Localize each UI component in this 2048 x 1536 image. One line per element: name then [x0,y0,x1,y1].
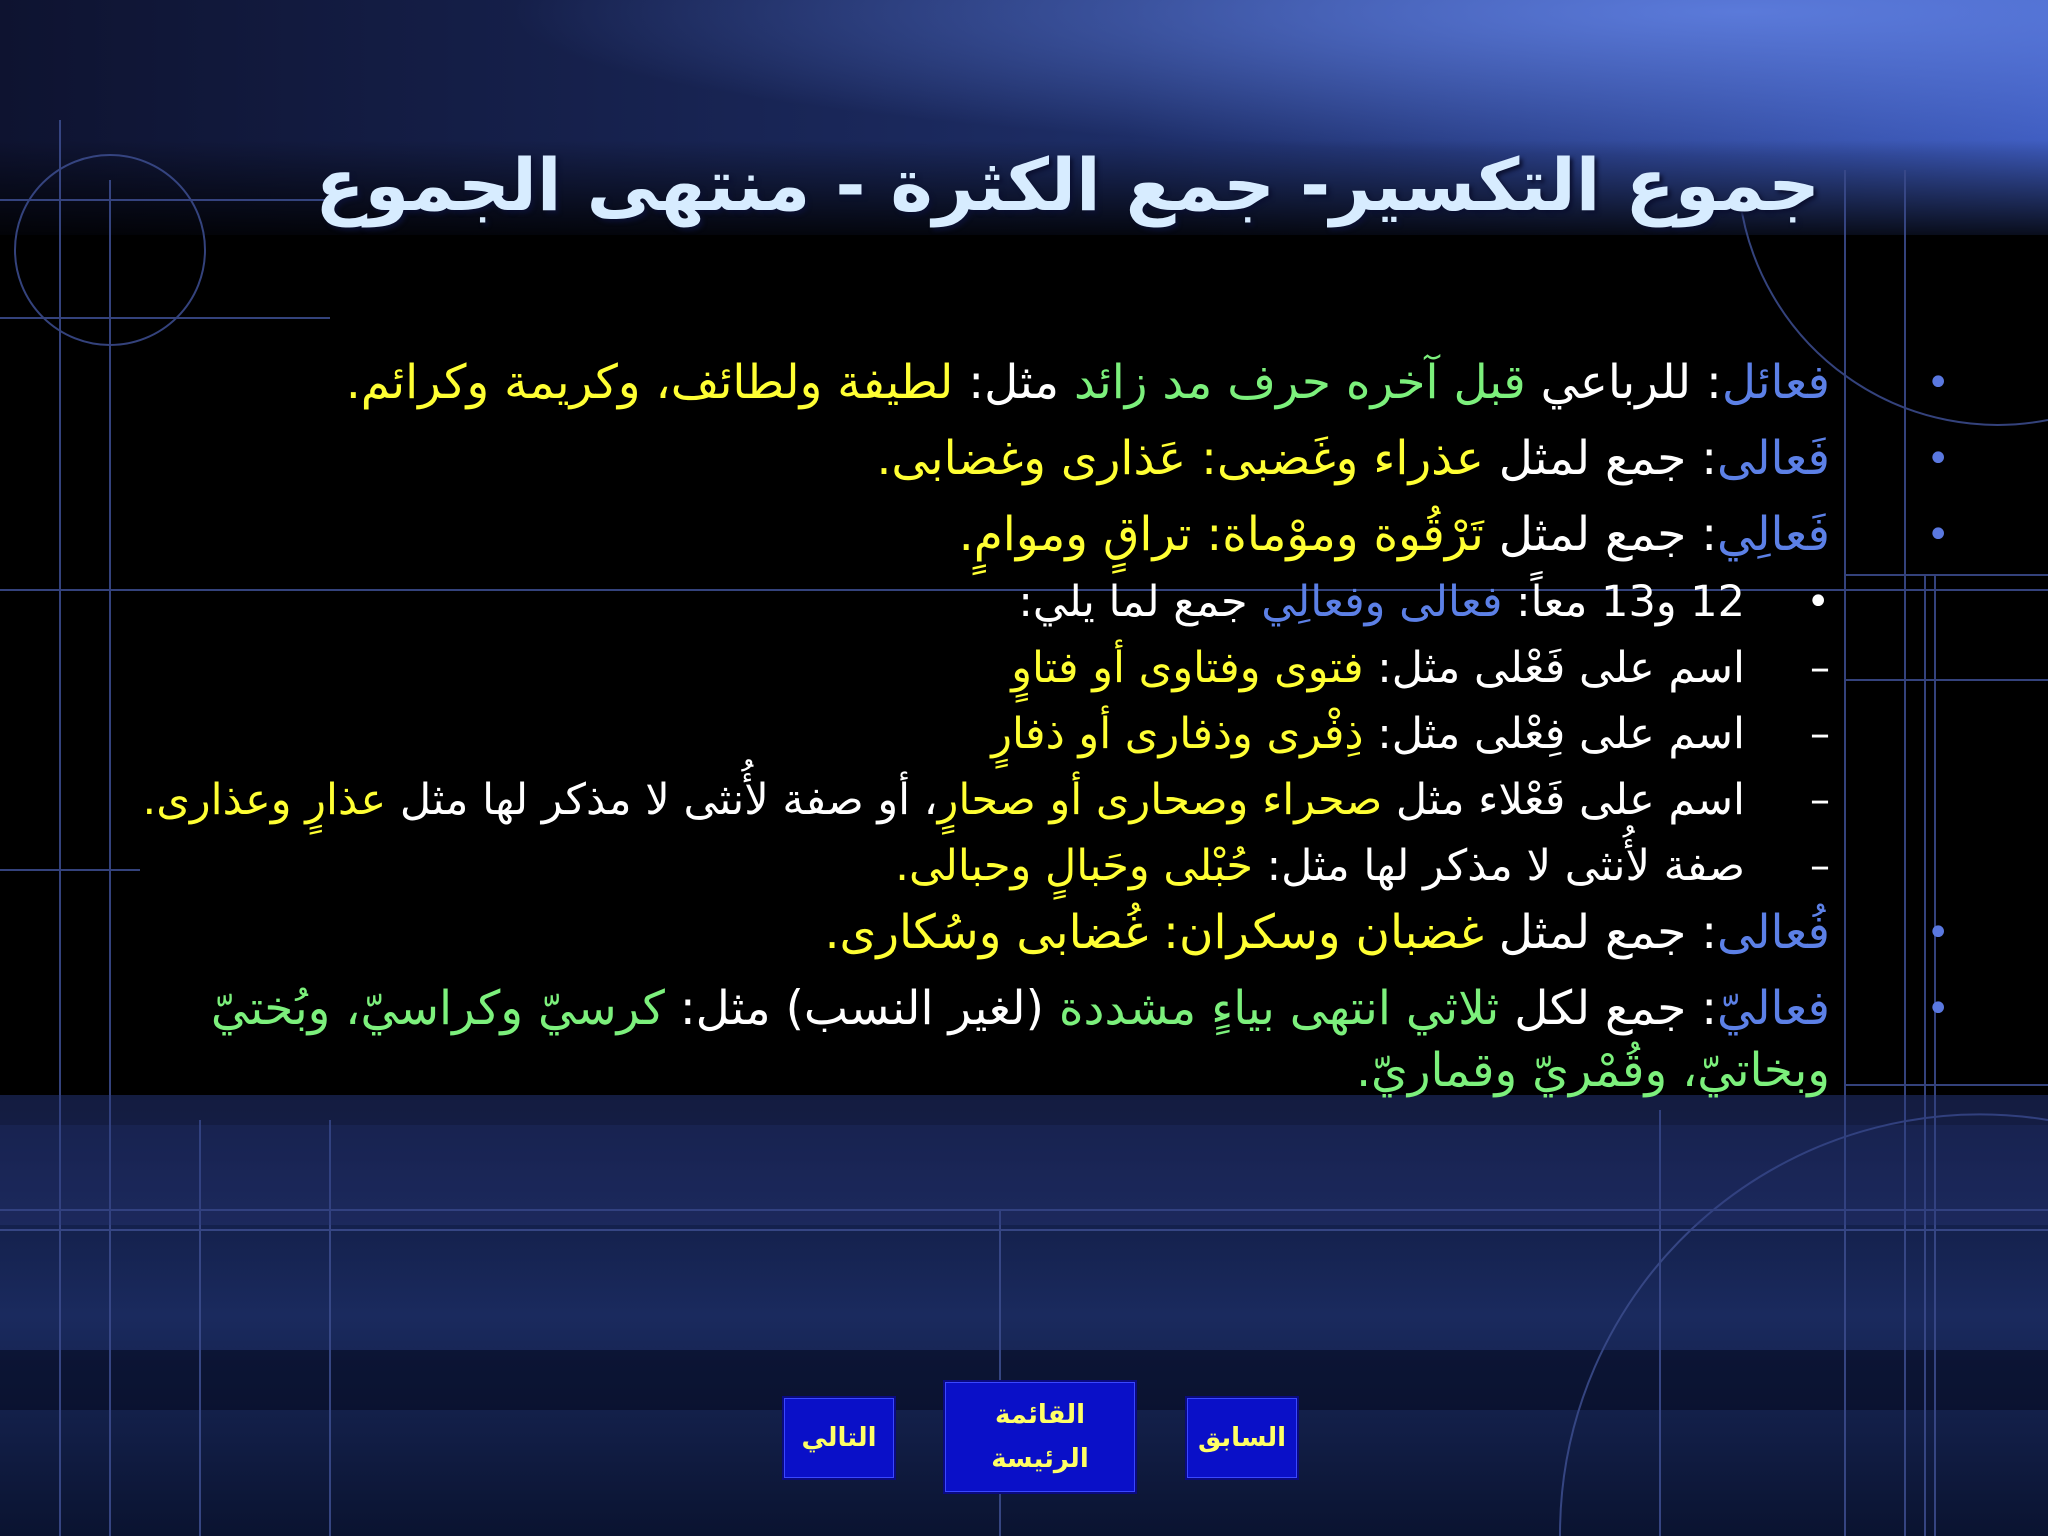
item-text: (لغير النسب) مثل: [664,981,1059,1036]
item-text: اسم على فَعْلاء مثل [1382,775,1745,825]
bullet-icon: • [1806,579,1830,625]
dash-icon: – [1810,843,1830,889]
item-text: : للرباعي [1525,355,1722,410]
example-text: كرسيّ وكراسيّ، وبُختيّ وبخاتيّ، وقُمْريّ وقماريّ. [210,981,1830,1098]
term-label: فَعالى [1717,431,1830,486]
term-label: فَعالِي [1717,507,1830,562]
term-label: فعاليّ [1717,981,1830,1036]
main-menu-label-line2: الرئيسة [991,1444,1089,1474]
example-text: تَرْقُوة وموْماة: تراقٍ وموامٍ. [958,507,1484,562]
list-item [130,572,1830,632]
term-label: فُعالى [1717,905,1830,960]
previous-button-label: السابق [1197,1423,1287,1453]
sub-list-item [130,638,1830,698]
item-text: : جمع لمثل [1483,507,1718,562]
bullet-icon: • [1926,986,1950,1032]
example-text: صحراء وصحارى أو صحارٍ [937,775,1383,825]
sub-list-item [130,836,1830,896]
item-text: جمع لما يلي: [1018,577,1262,627]
item-text: قبل آخره حرف مد زائد [1073,355,1526,410]
list-item [130,504,1950,566]
example-text: عذراء وغَضبى: عَذارى وغضابى. [876,431,1484,486]
example-text: عذارٍ وعذارى. [142,775,387,825]
item-text: مثل: [953,355,1074,410]
bullet-icon: • [1926,360,1950,406]
next-button-label: التالي [801,1423,877,1453]
previous-button[interactable] [1185,1396,1299,1480]
list-item [130,978,1950,1102]
item-text: اسم على فِعْلى مثل: [1363,709,1745,759]
main-menu-button[interactable] [943,1380,1137,1494]
example-text: لطيفة ولطائف، وكريمة وكرائم. [345,355,954,410]
item-text: ثلاثي انتهى بياءٍ مشددة [1058,981,1500,1036]
sub-list-item [130,770,1830,830]
list-item [130,428,1950,490]
list-item [130,902,1950,964]
dash-icon: – [1810,777,1830,823]
main-menu-label-line1: القائمة [994,1400,1086,1430]
sub-list-item [130,704,1830,764]
item-text: ، أو صفة لأُنثى لا مذكر لها مثل [386,775,938,825]
next-button[interactable] [782,1396,896,1480]
dash-icon: – [1810,711,1830,757]
bullet-icon: • [1926,512,1950,558]
bullet-icon: • [1926,910,1950,956]
item-text: : جمع لمثل [1483,431,1718,486]
list-item [130,352,1950,414]
item-text: صفة لأُنثى لا مذكر لها مثل: [1252,841,1745,891]
term-label: فعائل [1721,355,1830,410]
dash-icon: – [1810,645,1830,691]
term-label: فعالى وفعالِي [1261,577,1503,627]
item-text: اسم على فَعْلى مثل: [1363,643,1745,693]
bullet-icon: • [1926,436,1950,482]
example-text: حُبْلى وحَبالٍ وحبالى. [895,841,1253,891]
example-text: فتوى وفتاوى أو فتاوٍ [1011,643,1364,693]
bullet-list [130,352,1950,1102]
item-text: : جمع لمثل [1483,905,1718,960]
item-text: : جمع لكل [1499,981,1718,1036]
example-text: غضبان وسكران: غُضابى وسُكارى. [824,905,1484,960]
page-title: جموع التكسير- جمع الكثرة - منتهى الجموع [315,143,1820,227]
item-text: 12 و13 معاً: [1502,577,1745,627]
example-text: ذِفْرى وذفارى أو ذفارٍ [991,709,1364,759]
